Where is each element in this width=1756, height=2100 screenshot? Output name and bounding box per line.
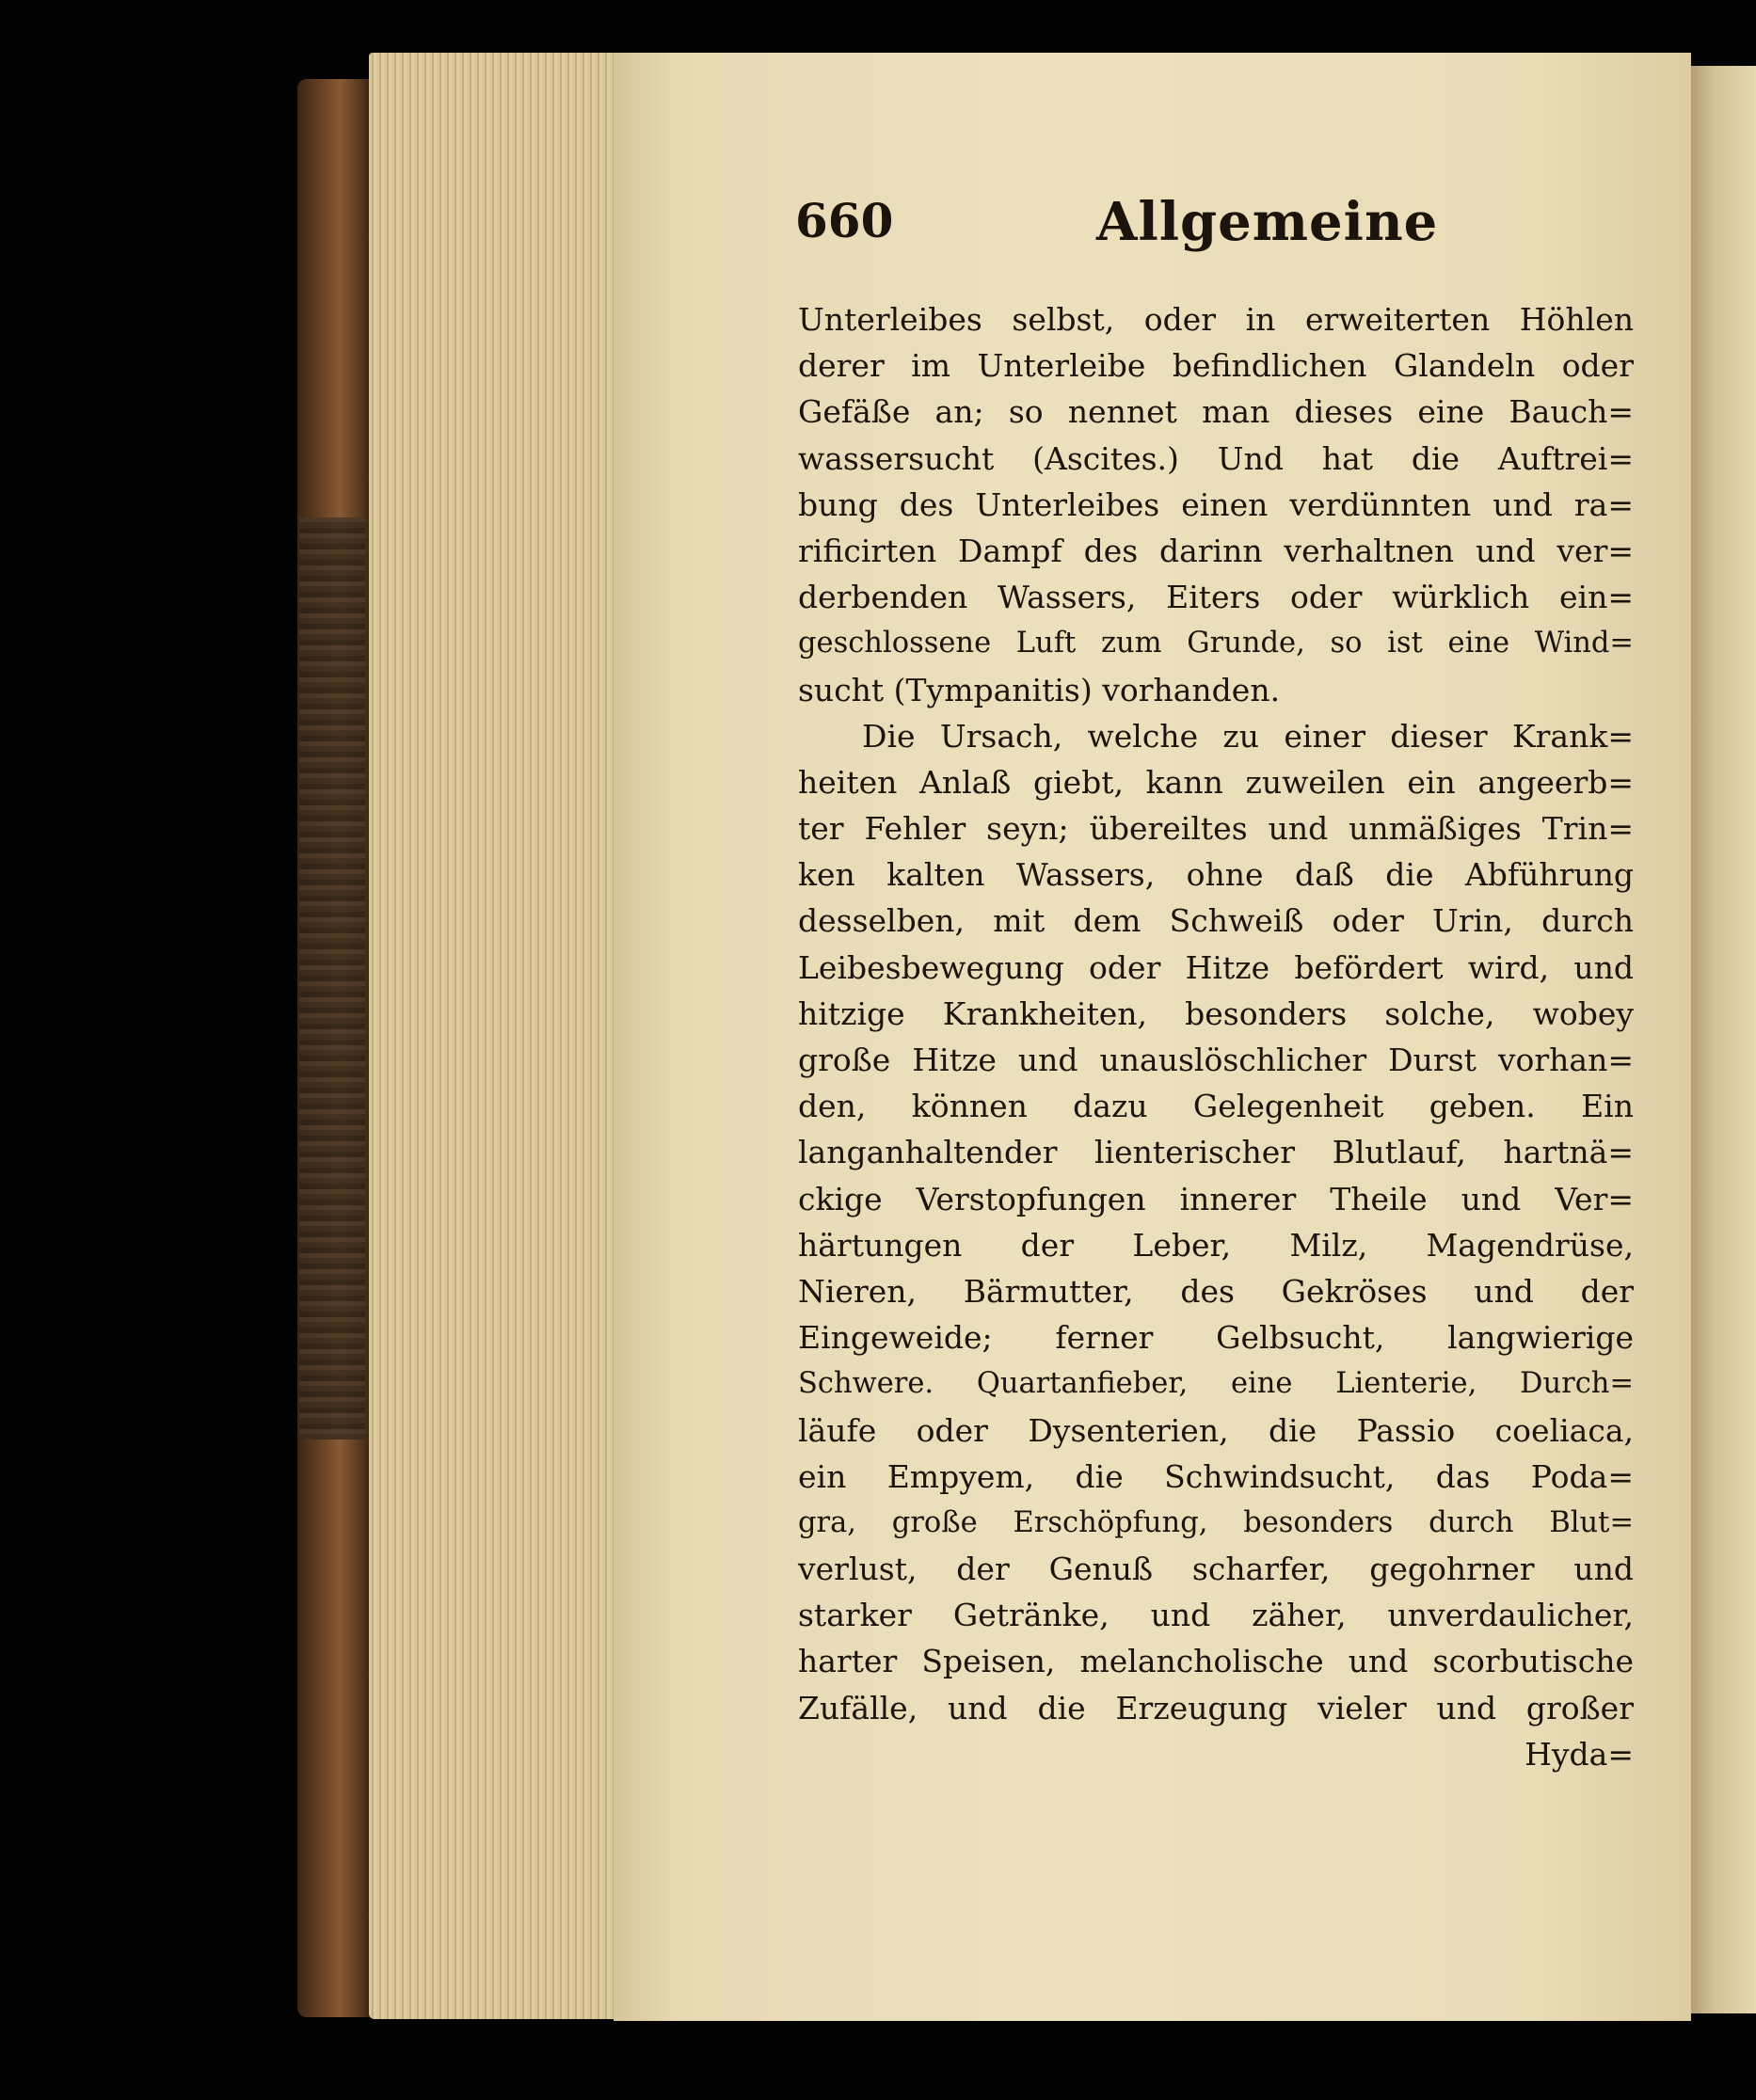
text-line: Unterleibes selbst, oder in erweiterten Höhlen [798, 301, 1634, 338]
text-line: Die Ursach, welche zu einer dieser Krank= [862, 717, 1634, 755]
text-line: Eingeweide; ferner Gelbsucht, langwierige [798, 1319, 1634, 1357]
page-number: 660 [795, 193, 894, 248]
text-line: langanhaltender lienterischer Blutlauf, hartnä= [798, 1134, 1634, 1171]
text-line: große Hitze und unauslöschlicher Durst vorhan= [798, 1042, 1634, 1078]
running-head: Allgemeine [1096, 191, 1439, 253]
text-line: sucht (Tympanitis) vorhanden. [798, 671, 1281, 708]
text-line: rificirten Dampf des darinn verhaltnen und ver= [798, 532, 1634, 569]
text-line: ter Fehler seyn; übereiltes und unmäßiges Trin= [798, 810, 1634, 848]
text-line: Schwere. Quartanfieber, eine Lienterie, Durch= [798, 1367, 1634, 1401]
text-line: gra, große Erschöpfung, besonders durch Blut= [798, 1505, 1634, 1539]
text-line: den, können dazu Gelegenheit geben. Ein [798, 1088, 1634, 1125]
page-edges [369, 53, 623, 2019]
text-line: Leibesbewegung oder Hitze befördert wird, und [798, 948, 1634, 986]
page-header [795, 193, 1661, 268]
text-line: desselben, mit dem Schweiß oder Urin, durch [798, 902, 1634, 940]
text-line: verlust, der Genuß scharfer, gegohrner und [798, 1551, 1634, 1588]
text-line: derer im Unterleibe befindlichen Glandeln oder [798, 347, 1634, 385]
text-line: derbenden Wassers, Eiters oder würklich ein= [798, 579, 1634, 616]
text-line: harter Speisen, melancholische und scorbutische [798, 1643, 1634, 1680]
text-line: läufe oder Dysenterien, die Passio coeliaca, [798, 1411, 1634, 1449]
text-line: starker Getränke, und zäher, unverdaulicher, [798, 1597, 1634, 1634]
text-line: ckige Verstopfungen innerer Theile und Ver= [798, 1180, 1634, 1217]
text-line: Nieren, Bärmutter, des Gekröses und der [798, 1272, 1634, 1310]
text-line: bung des Unterleibes einen verdünnten und ra= [798, 485, 1634, 523]
text-line: geschlossene Luft zum Grunde, so ist eine Wind= [798, 627, 1634, 660]
spine-binding-texture [299, 517, 365, 1440]
body-text [798, 296, 1634, 1777]
text-line: Gefäße an; so nennet man dieses eine Bauch= [798, 393, 1634, 431]
text-line: härtungen der Leber, Milz, Magendrüse, [798, 1226, 1634, 1264]
text-line: wassersucht (Ascites.) Und hat die Auftrei= [798, 439, 1634, 477]
text-line: heiten Anlaß giebt, kann zuweilen ein angeerb= [798, 763, 1634, 801]
page-gutter [1691, 66, 1756, 2013]
text-line: ken kalten Wassers, ohne daß die Abführung [798, 856, 1634, 894]
text-line: hitzige Krankheiten, besonders solche, wobey [798, 994, 1634, 1032]
catchword: Hyda= [1525, 1735, 1634, 1773]
text-line: ein Empyem, die Schwindsucht, das Poda= [798, 1457, 1634, 1495]
text-line: Zufälle, und die Erzeugung vieler und großer [798, 1689, 1634, 1726]
